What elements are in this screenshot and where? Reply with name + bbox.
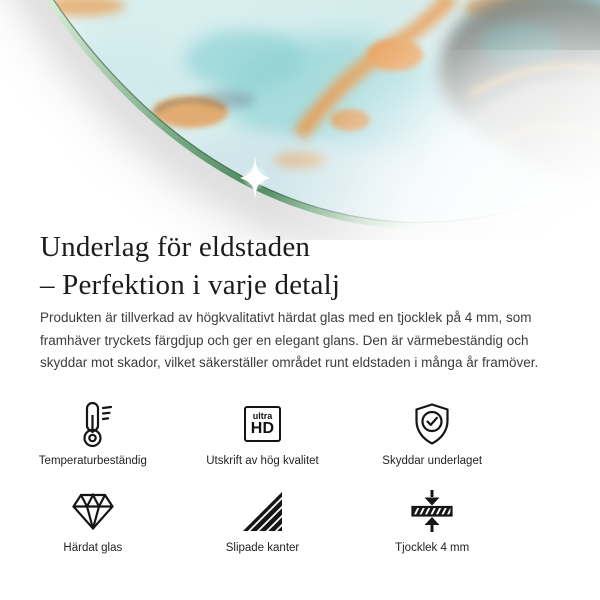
feature-tempered-glass [8, 487, 178, 554]
ultra-hd-icon-text-bottom: HD [250, 419, 275, 437]
feature-label: Tjocklek 4 mm [395, 542, 470, 554]
diamond-icon [70, 487, 116, 535]
feature-ground-edges [178, 487, 348, 554]
feature-thickness [347, 487, 517, 554]
feature-temperature [8, 400, 178, 467]
heading-line-2: – Perfektion i varje detalj [40, 269, 341, 301]
feature-label: Utskrift av hög kvalitet [206, 455, 319, 467]
features-grid [8, 400, 517, 554]
thickness-icon [409, 487, 455, 535]
feature-label: Skyddar underlaget [382, 455, 483, 467]
ultra-hd-icon-text-top: ultra [252, 410, 273, 421]
beveled-edges-icon [239, 487, 285, 535]
page-title [40, 228, 340, 304]
ultra-hd-icon [244, 400, 281, 448]
thermometer-icon [70, 400, 116, 448]
feature-label: Slipade kanter [225, 542, 300, 554]
feature-label: Härdat glas [63, 542, 123, 554]
product-hero-image [0, 0, 600, 240]
feature-label: Temperaturbeständig [38, 455, 147, 467]
glass-disc [0, 0, 600, 240]
feature-print-quality [178, 400, 348, 467]
shield-check-icon [409, 400, 455, 448]
feature-protection [347, 400, 517, 467]
product-description: Produkten är tillverkad av högkvalitativt härdat glas med en tjocklek på 4 mm, som framhäver tryckets färgdjup och ger en elegant glans. Den är värmebeständig och skyddar mot skador, vilket säkerställer området runt eldstaden i många år framöver. [40, 310, 539, 370]
heading-line-1: Underlag för eldstaden [40, 231, 311, 263]
fade-overlay [0, 0, 600, 240]
